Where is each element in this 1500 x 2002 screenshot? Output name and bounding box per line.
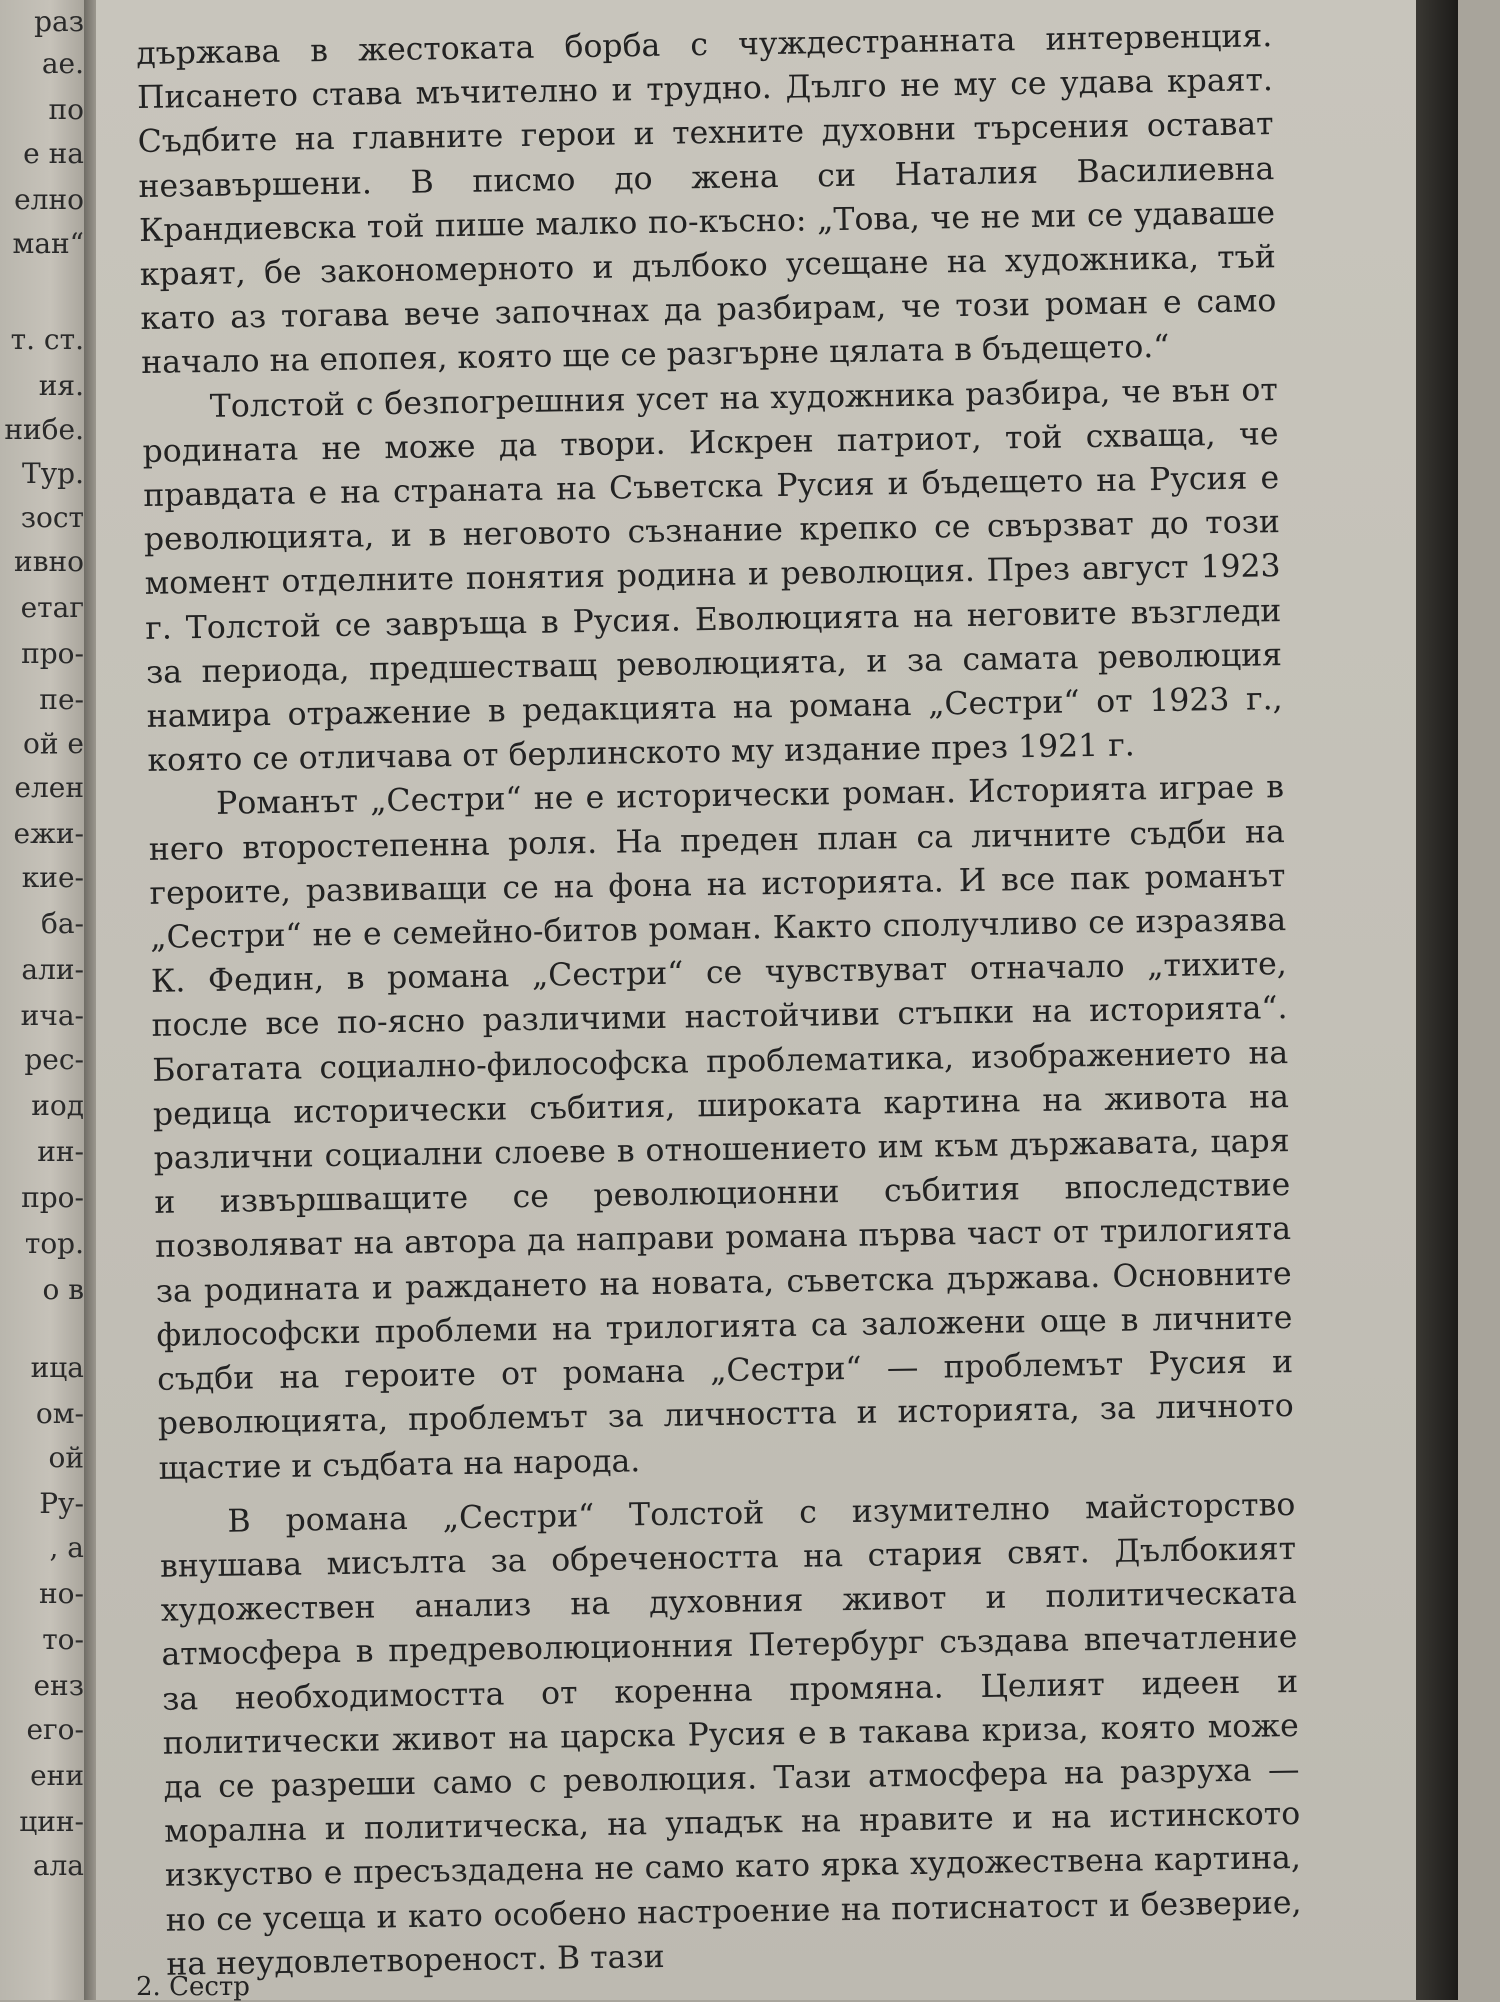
left-fragment: елно — [14, 183, 84, 216]
left-fragment: тор. — [24, 1227, 84, 1260]
left-fragment: пе- — [39, 683, 84, 716]
left-fragment: ой — [48, 1441, 84, 1474]
left-fragment: ман“ — [12, 227, 84, 260]
left-fragment: Тур. — [22, 457, 84, 490]
left-fragment: али- — [21, 953, 84, 986]
left-fragment: о в — [42, 1273, 84, 1306]
left-fragment: раз — [34, 5, 84, 38]
paragraph-4: В романа „Сестри“ Толстой с изумително майсторство внушава мисълта за обречеността на стария свят. Дълбокият художествен анализ на духовния живот и политическата атмосфера в предреволюционния Петербург създава впечатление за необходимостта от коренна промяна. Целият идеен и политически живот на царска Русия е в такава криза, която може да се разреши само с революция. Тази атмосфера на разруха — морална и политическа, на упадък на нравите и на истинското изкуство е пресъздадена не само като ярка художествена картина, но се усеща и като особено настроение на потиснатост и безверие, на неудовлетвореност. В тази — [159, 1486, 1302, 1983]
paragraph-2: Толстой с безпогрешния усет на художника разбира, че вън от родината не може да твори. Искрен патриот, той схваща, че правдата е на страната на Съветска Русия и бъдещето на Русия е революцията, и в неговото съзнание крепко се свързват до този момент отделните понятия родина и революция. През август 1923 г. Толстой се завръща в Русия. Еволюцията на неговите възгледи за периода, предшестващ революцията, и за самата революция намира отражение в редакцията на романа „Сестри“ от 1923 г., която се отличава от берлинското му издание през 1921 г. — [142, 371, 1283, 780]
left-fragment: его- — [26, 1713, 84, 1746]
left-fragment: ежи- — [13, 817, 84, 850]
left-fragment: етаг — [20, 591, 84, 624]
left-fragment: цин- — [19, 1805, 84, 1838]
left-fragment: ала — [32, 1849, 84, 1882]
left-fragment: рес- — [24, 1043, 84, 1076]
left-fragment: зост — [20, 501, 84, 534]
left-fragment: , а — [49, 1531, 84, 1564]
left-fragment: ба- — [40, 907, 84, 940]
left-fragment: ин- — [37, 1135, 84, 1168]
left-fragment: но- — [39, 1577, 84, 1610]
left-fragment: ом- — [35, 1397, 84, 1430]
left-fragment: про- — [21, 637, 84, 670]
page-body — [136, 14, 1303, 1987]
left-fragment: ае. — [41, 47, 84, 80]
paragraph-3: Романът „Сестри“ не е исторически роман. Историята играе в него второстепенна роля. На преден план са личните съдби на героите, развиващи се на фона на историята. И все пак романът „Сестри“ не е семейно-битов роман. Както сполучливо се изразява К. Федин, в романа „Сестри“ се чувствуват отначало „тихите, после все по-ясно различими настойчиви стъпки на историята“. Богатата социално-философска проблематика, изображението на редица исторически събития, широката картина на живота на различни социални слоеве в отношението им към държавата, царя и извършващите се революционни събития впоследствие позволяват на автора да направи романа първа част от трилогията за родината и раждането на новата, съветска държава. Основните философски проблеми на трилогията са заложени още в личните съдби на героите от романа „Сестри“ — проблемът Русия и революцията, проблемът за личността и историята, за личното щастие и съдбата на народа. — [148, 769, 1295, 1487]
left-fragment: елен — [14, 771, 84, 804]
left-fragment: енз — [33, 1669, 84, 1702]
book-gutter — [84, 0, 96, 2000]
left-fragment: то- — [42, 1623, 84, 1656]
left-fragment: ица — [30, 1351, 84, 1384]
left-fragment: по — [48, 93, 84, 126]
left-fragment: иод — [31, 1089, 84, 1122]
left-fragment: про- — [21, 1181, 84, 1214]
left-fragment: нибе. — [4, 413, 84, 446]
paragraph-1: държава в жестоката борба с чуждестранната интервенция. Писането става мъчително и трудно. Дълго не му се удава краят. Съдбите на главните герои и техните духовни търсения остават незавършени. В писмо до жена си Наталия Василиевна Крандиевска той пише малко по-късно: „Това, че не ми се удаваше краят, бе закономерното и дълбоко усещане на художника, тъй като аз тогава вече започнах да разбирам, че този роман е само начало на епопея, която ще се разгърне цялата в бъдещето.“ — [136, 18, 1277, 382]
left-fragment: ивно — [14, 545, 84, 578]
left-fragment: ени — [30, 1759, 84, 1792]
page-footer: 2. Сестр — [136, 1972, 250, 2002]
left-fragment: ой е — [23, 727, 84, 760]
left-fragment: т. ст. — [10, 323, 84, 356]
book-page — [96, 0, 1458, 2000]
book-cover-edge — [1416, 0, 1458, 2000]
left-fragment: е на — [23, 137, 84, 170]
left-fragment: ия. — [38, 369, 84, 402]
left-fragment: Ру- — [39, 1487, 84, 1520]
left-fragment: кие- — [21, 861, 84, 894]
left-fragment: ича- — [20, 999, 84, 1032]
left-page-fragment — [0, 0, 84, 2000]
